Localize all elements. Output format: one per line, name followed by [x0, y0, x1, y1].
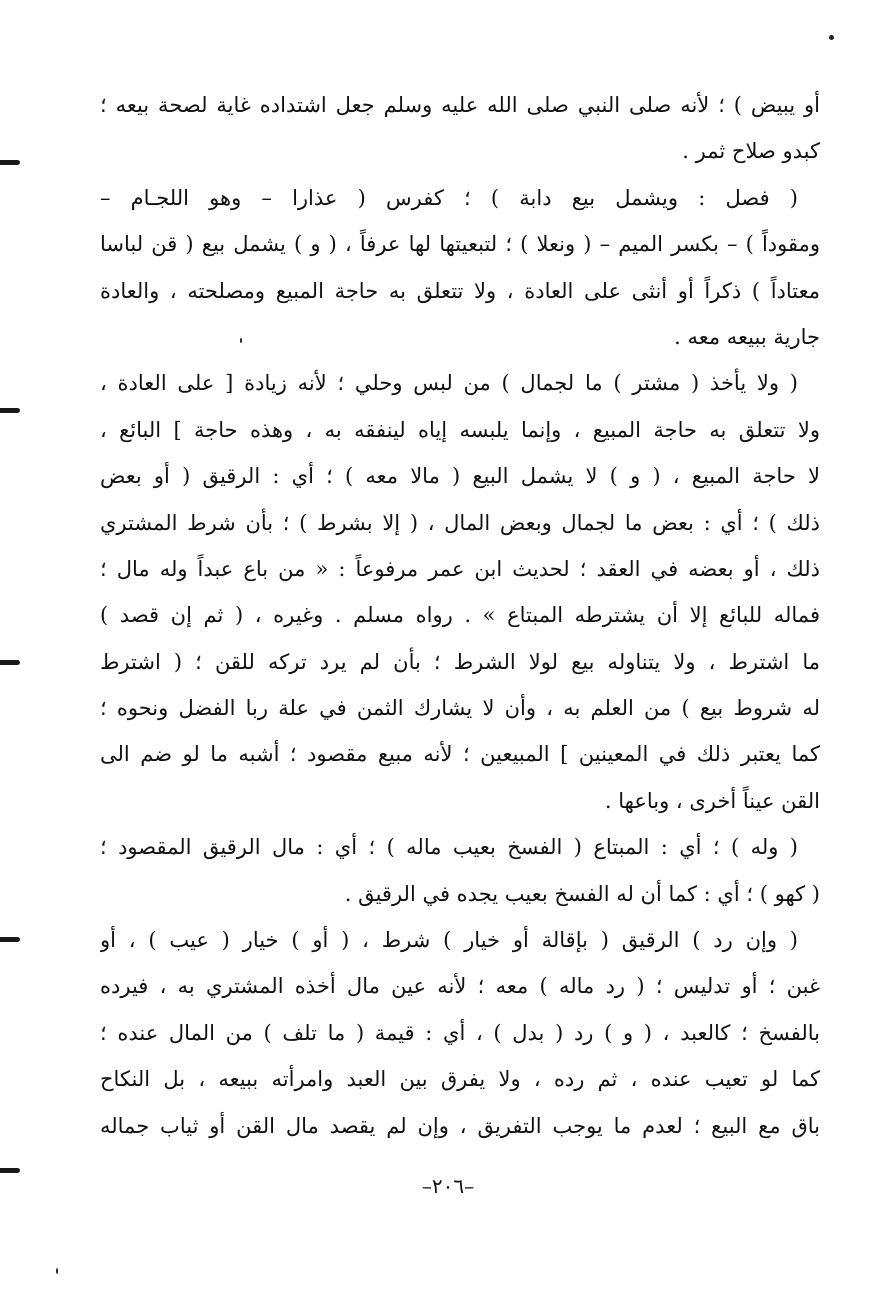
ink-speck [829, 35, 834, 40]
text-line: كبدو صلاح ثمر . [682, 139, 820, 164]
body-text [100, 82, 820, 1149]
page-number: –٢٠٦– [421, 1174, 475, 1198]
text-line: ( ولا يأخذ ( مشتر ) ما لجمال ) من لبس وحلي ؛ لأنه زيادة [ على العادة ، [100, 371, 798, 396]
ink-speck [56, 1268, 58, 1274]
margin-mark [0, 660, 20, 665]
text-line: القن عيناً أخرى ، وباعها . [604, 788, 820, 813]
text-line: باق مع البيع ؛ لعدم ما يوجب التفريق ، وإن لم يقصد مال القن أو ثياب جماله [100, 1113, 820, 1138]
text-line: ذلك ) ؛ أي : بعض ما لجمال وبعض المال ، ( إلا بشرط ) ؛ بأن شرط المشتري [100, 510, 820, 535]
text-line: ( وله ) ؛ أي : المبتاع ( الفسخ بعيب ماله ) ؛ أي : مال الرقيق المقصود ؛ [100, 835, 798, 860]
text-line: ( فصل : ويشمل بيع دابة ) ؛ كفرس ( عذارا – وهو اللجـام – [100, 185, 798, 210]
text-line: لا حاجة المبيع ، ( و ) لا يشمل البيع ( مالا معه ) ؛ أي : الرقيق ( أو بعض [100, 464, 820, 489]
text-line: له شروط بيع ) من العلم به ، وأن لا يشارك الثمن في علة ربا الفضل ونحوه ؛ [100, 696, 820, 721]
margin-mark [0, 408, 20, 413]
text-line: ذلك ، أو بعضه في العقد ؛ لحديث ابن عمر مرفوعاً : « من باع عبداً وله مال ؛ [100, 556, 820, 581]
margin-mark [0, 1168, 20, 1173]
text-line: بالفسخ ؛ كالعبد ، ( و ) رد ( بدل ) ، أي : قيمة ( ما تلف ) من المال عنده ؛ [100, 1020, 820, 1045]
text-line: ومقوداً ) – بكسر الميم – ( ونعلا ) ؛ لتبعيتها لها عرفاً ، ( و ) يشمل بيع ( قن لباسا [100, 232, 820, 257]
text-line: ما اشترط ، ولا يتناوله بيع لولا الشرط ؛ بأن لم يرد تركه للقن ؛ ( اشترط [100, 649, 820, 674]
text-line: معتاداً ) ذكراً أو أنثى على العادة ، ولا تتعلق به حاجة المبيع ومصلحته ، والعادة [100, 278, 820, 303]
text-line: ولا تتعلق به حاجة المبيع ، وإنما يلبسه إياه لينفقه به ، وهذه حاجة ] البائع ، [100, 417, 820, 442]
text-line: كما لو تعيب عنده ، ثم رده ، ولا يفرق بين العبد وامرأته ببيعه ، بل النكاح [100, 1067, 820, 1092]
text-line: ( وإن رد ) الرقيق ( بإقالة أو خيار ) شرط ، ( أو ) خيار ( عيب ) ، أو [100, 928, 798, 953]
text-line: أو يبيض ) ؛ لأنه صلى النبي صلى الله عليه وسلم جعل اشتداده غاية لصحة بيعه ؛ [100, 93, 820, 117]
margin-mark [0, 937, 20, 942]
text-line: غبن ؛ أو تدليس ؛ ( رد ماله ) معه ؛ لأنه عين مال أخذه المشتري به ، فيرده [100, 974, 820, 999]
margin-mark [0, 160, 20, 165]
text-line: جارية ببيعه معه . [674, 324, 820, 349]
text-line: ( كهو ) ؛ أي : كما أن له الفسخ بعيب يجده في الرقيق . [344, 881, 820, 906]
text-line: كما يعتبر ذلك في المعينين ] المبيعين ؛ لأنه مبيع مقصود ؛ أشبه ما لو ضم الى [100, 742, 820, 767]
text-line: فماله للبائع إلا أن يشترطه المبتاع » . رواه مسلم . وغيره ، ( ثم إن قصد ) [100, 603, 820, 628]
